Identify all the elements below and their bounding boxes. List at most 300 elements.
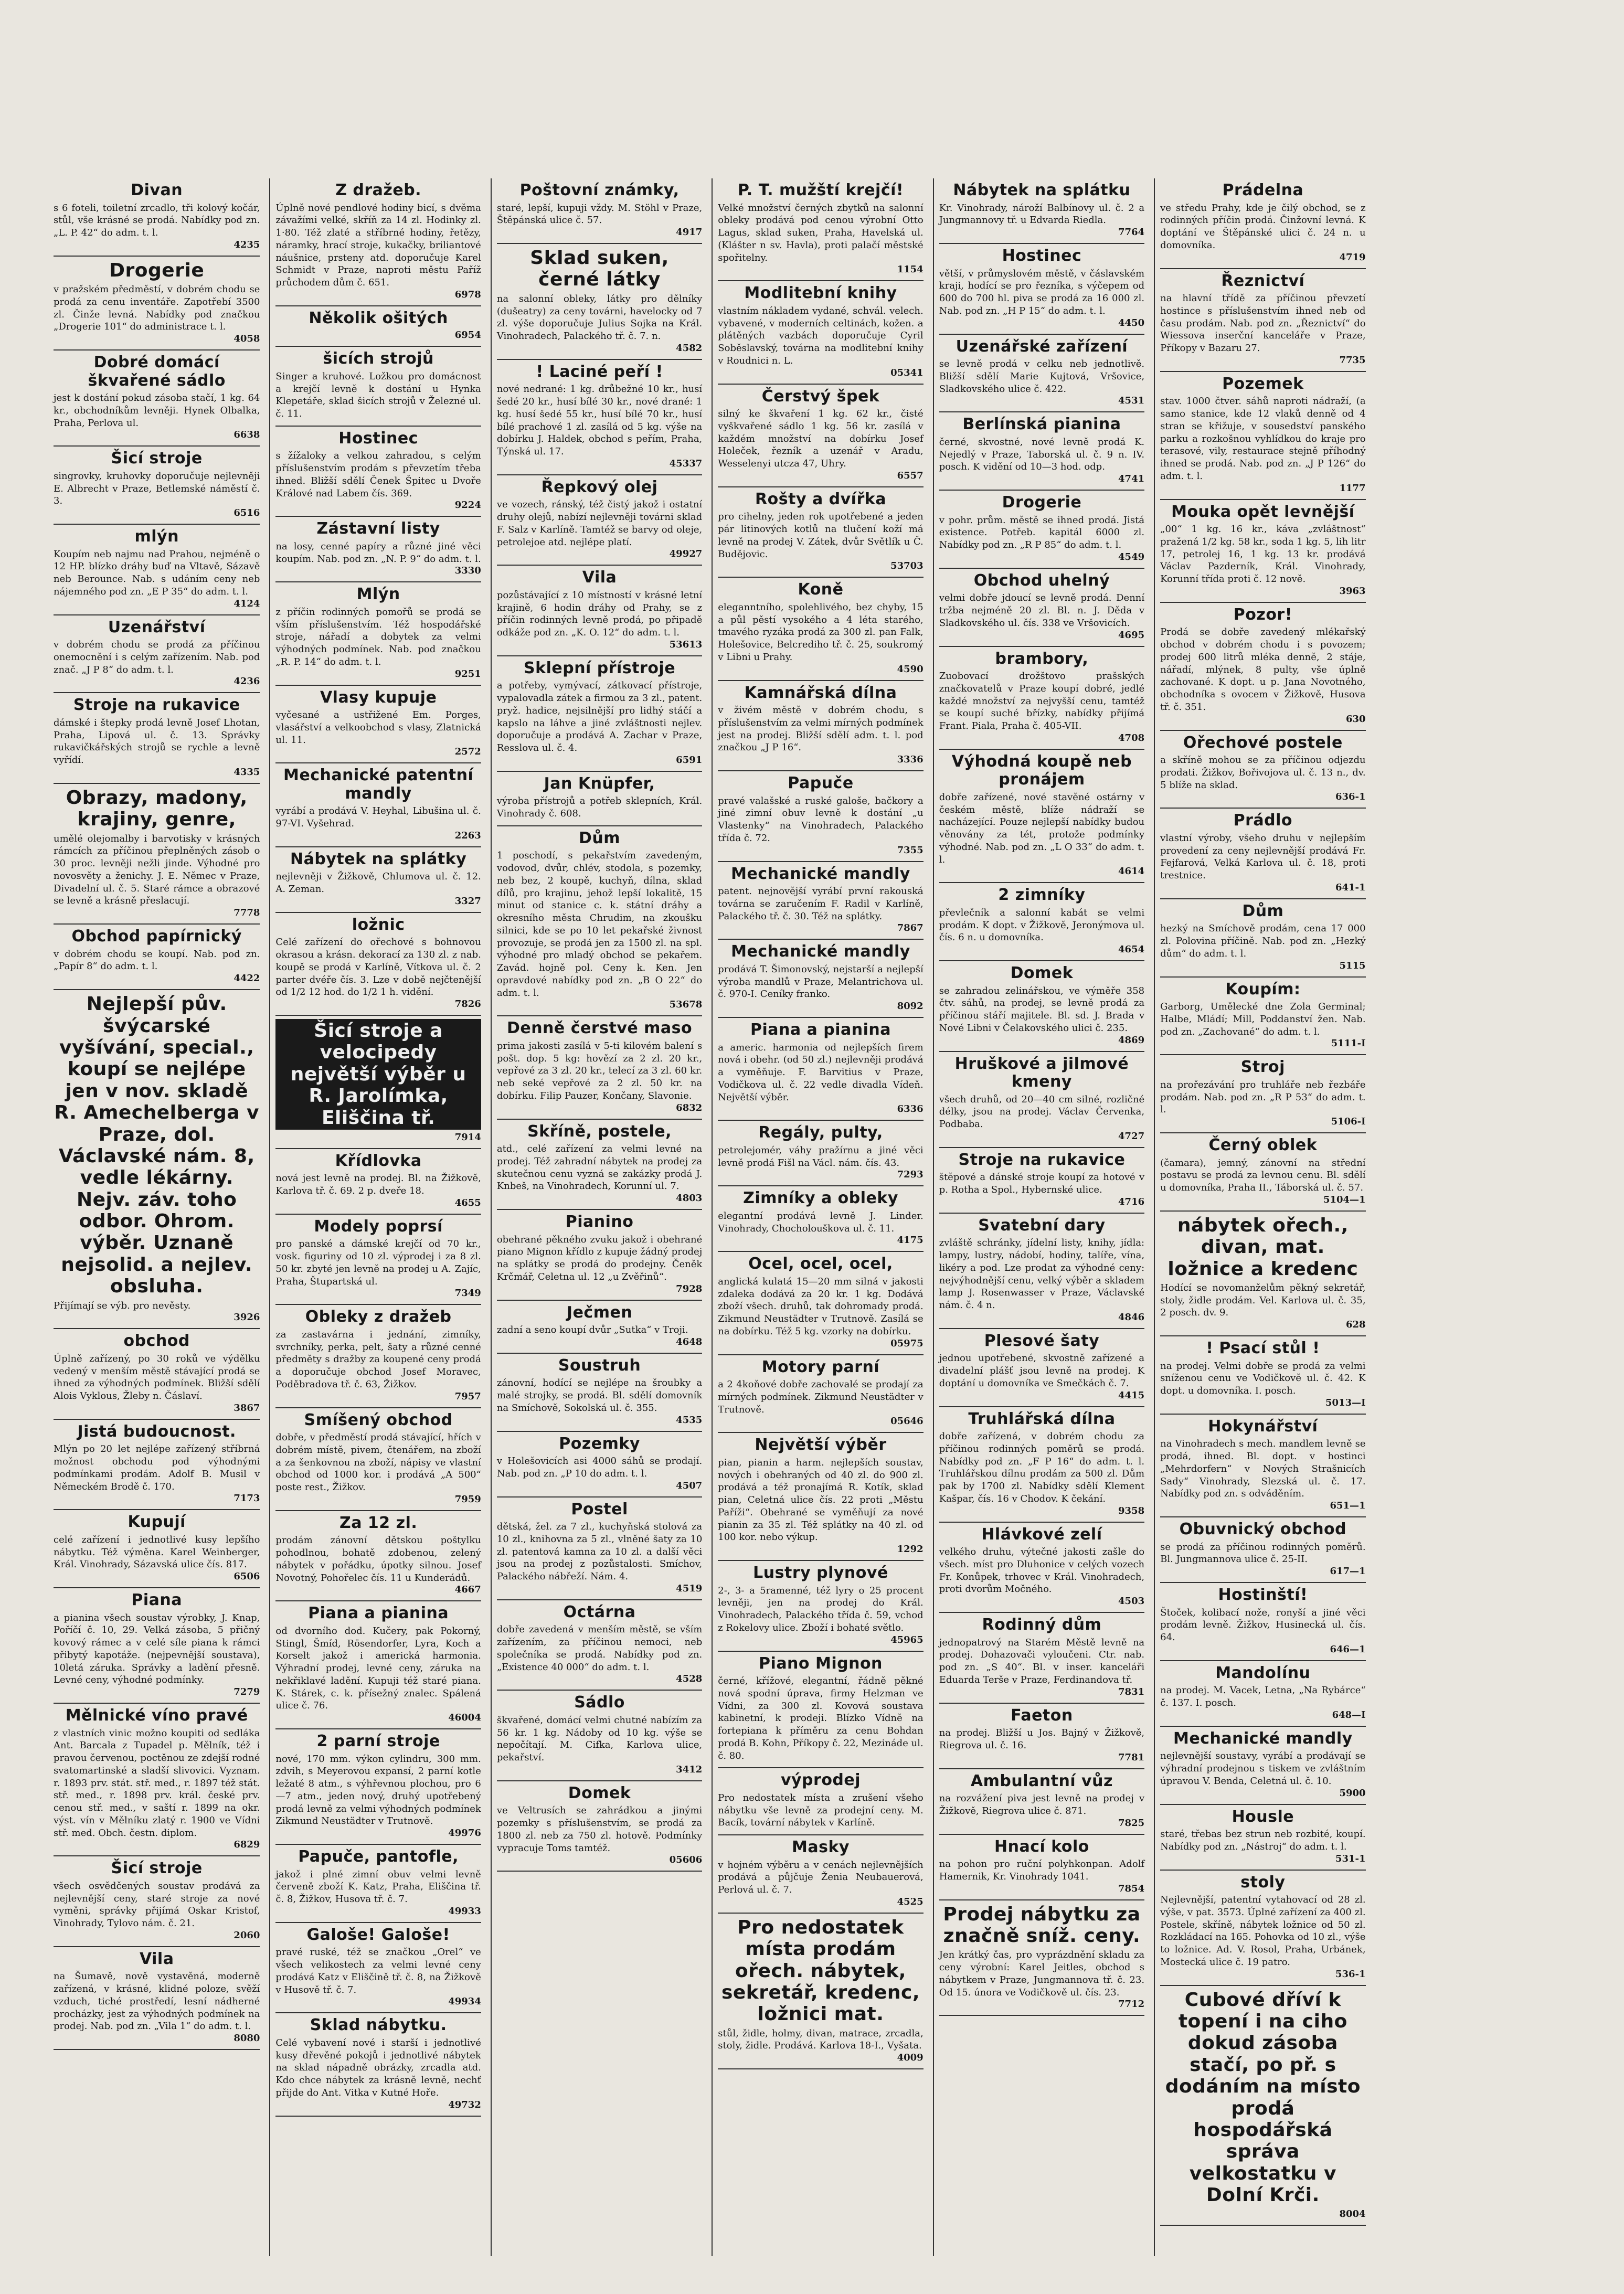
- classified-ad: [275, 1016, 481, 1149]
- classified-ad: [54, 1947, 260, 2050]
- ad-code: 4525: [897, 1896, 924, 1907]
- ad-title: 2 zimníky: [998, 886, 1086, 905]
- ad-title: Galoše! Galoše!: [306, 1925, 450, 1944]
- ad-code: 6506: [233, 1571, 260, 1583]
- ad-title: Papuče: [788, 774, 854, 792]
- classified-ad: [939, 647, 1144, 750]
- ad-code: 7735: [1339, 354, 1366, 366]
- ad-body: Velké množství černých zbytků na salonní obleky prodává pod cenou výrobní Otto Lagus, sklad suken, Praha, Havelská ul. (Klášter n sv. Havla), proti palačí městské spořitelny.: [718, 202, 924, 263]
- ad-body: anglická kulatá 15—20 mm silná v jakosti zdaleka dodává za 20 kr. 1 kg. Dodává zboží všech. druhů, tak dohromady prodá. Zikmund Neustädter v Trutnově. Zasílá se na dobírku. Též 5 kg. vzorky na dobírku.: [718, 1276, 924, 1337]
- ad-code: 6978: [454, 289, 481, 300]
- classified-ad: [275, 1305, 481, 1408]
- ad-code: 53613: [669, 639, 703, 650]
- ad-title: Prodej nábytku za značně sníž. ceny.: [943, 1903, 1141, 1947]
- ad-body: za zastavárna i jednání, zimníky, svrchníky, perka, pelt, šaty a různé cenné předměty s dražby za koupené ceny prodá a doporučuje obchod Josef Moravec, Poděbradova tř. č. 63, Žižkov.: [275, 1329, 481, 1390]
- ad-body: pian, pianin a harm. nejlepších soustav, nových i obehraných od 40 zl. do 900 zl. prodává a též pronajímá R. Kotík, sklad pian, Celetná ulice čís. 22 proti „Městu Paříži“. Obehrané se vyměňují za nové pianin za 35 zl. Též splátky na 40 zl. od 100 kor. nebo výkup.: [718, 1457, 924, 1543]
- ad-body: nová jest levně na prodej. Bl. na Žižkově, Karlova tř. č. 69. 2 p. dveře 18.: [275, 1173, 481, 1197]
- ad-code: 53678: [669, 999, 703, 1011]
- ad-body: obehrané pěkného zvuku jakož i obehrané piano Mignon křídlo z kupuje žádný prodej na splátky se prodá do prodejny. Čeněk Krčmář, Celetna ul. 12 „u Zvěřinů“.: [496, 1234, 703, 1282]
- ad-code: 6954: [454, 330, 481, 341]
- ad-title: Koně: [798, 580, 844, 599]
- classified-ad: [1160, 731, 1365, 809]
- ad-code: 05646: [890, 1416, 924, 1427]
- ad-title: Největší výběr: [755, 1436, 887, 1454]
- ad-body: vyrábí a prodává V. Heyhal, Libušina ul. č. 97-VI. Vyšehrad.: [275, 805, 481, 829]
- ad-body: na prodej. M. Vacek, Letna, „Na Rybárce“ č. 137. I. posch.: [1160, 1685, 1366, 1709]
- classified-ad: [718, 1121, 923, 1186]
- ad-title: Mechanické mandly: [1173, 1729, 1353, 1748]
- classified-ad: [1160, 809, 1365, 899]
- ad-code: 6336: [897, 1103, 924, 1115]
- ad-code: 648—I: [1332, 1709, 1366, 1720]
- ad-body: s žížaloky a velkou zahradou, s celým příslušenstvím prodám s převzetím třeba ihned. Bližší sdělí Čenek Špitec u Dvoře Králové nad Labem čís. 369.: [275, 450, 481, 499]
- ad-title: Jistá budoucnost.: [77, 1422, 236, 1441]
- ad-body: pro cihelny, jeden rok upotřebené a jeden pár litinových kotlů na tlučení koží má levně na prodej V. Zátek, dvůr Světlík u Č. Budějovic.: [718, 511, 924, 560]
- classified-ad: [54, 447, 260, 525]
- ad-body: pro panské a dámské krejčí od 70 kr., vosk. figuriny od 10 zl. výprodej i za 8 zl. 50 kr. zbyté jen levně na prodej u A. Zajíc, Praha, Štupartská ul.: [275, 1238, 481, 1287]
- classified-ad: [54, 990, 260, 1329]
- ad-body: všech druhů, od 20—40 cm silné, rozličné délky, jsou na prodej. Václav Červenka, Podbaba.: [939, 1093, 1145, 1130]
- ad-title: Výhodná koupě neb pronájem: [951, 752, 1132, 789]
- ad-code: 4235: [233, 239, 260, 250]
- classified-ad: [275, 1149, 481, 1215]
- ad-title: Uzenářství: [108, 618, 206, 636]
- classified-ad: [939, 244, 1144, 335]
- ad-body: vlastním nákladem vydané, schvál. velech. vybavené, v moderních celtinách, kožen. a plátěných vazbách doporučuje Cyril Soběslavský, továrna na modlitební knihy v Roudnici n. L.: [718, 305, 924, 366]
- ad-body: v pražském předměstí, v dobrém chodu se prodá za cenu inventáře. Zapotřebí 3500 zl. Činže levná. Nabídky pod značkou „Drogerie 101“ do administrace t. l.: [54, 284, 260, 333]
- ad-body: Celé zařízení do ořechové s bohnovou okrasou a krásn. dekorací za 130 zl. z nab. koupě se prodá v Karlíně, Vítkova ul. č. 2 parter dvéře čís. 3. Lze v době nejčtenější od 1/2 12 hod. do 1/2 1 h. vidění.: [275, 937, 481, 998]
- ad-body: jednopatrový na Starém Městě levně na prodej. Dohazovači vyloučeni. Ctr. nab. pod zn. „S 40“. Bl. v inser. kanceláři Eduarda Terše v Praze, Ferdinandova tř.: [939, 1637, 1145, 1685]
- ad-title: Mechanické patentní mandly: [283, 766, 474, 803]
- ad-title: brambory,: [995, 649, 1089, 668]
- ad-code: 7349: [454, 1288, 481, 1299]
- ad-title: Dům: [579, 829, 621, 847]
- ad-code: 4450: [1118, 317, 1145, 328]
- ad-code: 641-1: [1335, 882, 1366, 893]
- classified-ad: [275, 1215, 481, 1305]
- ad-code: 4507: [676, 1480, 703, 1491]
- ad-code: 4803: [676, 1193, 703, 1204]
- ad-body: zánovní, hodící se nejlépe na šroubky a malé strojky, se prodá. Bl. sdělí domovník na Smíchově, Sokolská ul. č. 355.: [496, 1377, 703, 1414]
- ad-code: 4648: [676, 1336, 703, 1347]
- ad-code: 4716: [1118, 1196, 1145, 1207]
- classified-ad: [718, 1652, 923, 1769]
- column-2: [269, 178, 485, 2256]
- ad-code: 8080: [233, 2033, 260, 2044]
- ad-body: ve Veltrusích se zahrádkou a jinými pozemky s příslušenstvím, se prodá za 1800 zl. neb za 750 zl. hotově. Podmínky vypracuje Toms tamtéž.: [496, 1805, 703, 1854]
- classified-ad: [54, 351, 260, 447]
- ad-title: Hokynářství: [1208, 1417, 1318, 1436]
- ad-body: v dobrém chodu se koupí. Nab. pod zn. „Papír 8“ do adm. t. l.: [54, 948, 260, 972]
- ad-title: Pro nedostatek místa prodám ořech. nábytek, sekretář, kredenc, ložnici mat.: [721, 1916, 920, 2025]
- ad-title: šicích strojů: [323, 349, 434, 368]
- classified-ad: [939, 1613, 1144, 1704]
- classified-ad: [497, 1210, 702, 1301]
- classified-ad: [1160, 603, 1365, 731]
- ad-body: na prodej. Bližší u Jos. Bajný v Žižkově, Riegrova ul. č. 16.: [939, 1727, 1145, 1751]
- ad-title: Mandolínu: [1215, 1663, 1311, 1682]
- ad-body: z příčin rodinných pomořů se prodá se vším příslušenstvím. Též hospodářské stroje, nářadí a dobytek za velmi výhodných podmínek. Nab. pod značkou „R. P. 14“ do adm. t. l.: [275, 606, 481, 667]
- ad-title: Smíšený obchod: [304, 1410, 453, 1429]
- ad-code: 6832: [676, 1102, 703, 1113]
- ad-body: Přijímají se výb. pro nevěsty.: [54, 1300, 191, 1311]
- classified-ad: [718, 281, 923, 384]
- ad-title: Nábytek na splátku: [953, 181, 1131, 199]
- ad-body: Hodící se novomanželům pěkný sekretář, stoly, židle prodám. Vel. Karlova ul. č. 35, 2 posch. dv. 9.: [1160, 1282, 1366, 1319]
- ad-title: Pozemek: [1222, 374, 1304, 393]
- ad-body: černé, skvostné, nové levně prodá K. Nejedlý v Praze, Taborská ul. č. 9 n. IV. posch. K vidění od 10—3 hod. odp.: [939, 436, 1145, 473]
- classified-ad: [54, 925, 260, 990]
- ad-body: silný ke škvaření 1 kg. 62 kr., čisté vyškvařené sádlo 1 kg. 56 kr. zasílá v každém množství na dobírku Josef Holeček, řezník a uzenář v Aradu, Wesselenyi utcza 47, Uhry.: [718, 408, 924, 469]
- ad-code: 4531: [1118, 395, 1145, 407]
- classified-ad: [939, 961, 1144, 1052]
- ad-body: v dobrém chodu se prodá za příčinou onemocnění i s celým zařízením. Nab. pod znač. „J P 8“ do adm. t. l.: [54, 639, 260, 675]
- ad-title: ! Laciné peří !: [536, 362, 663, 381]
- classified-ad: [54, 615, 260, 694]
- ad-body: Prodá se dobře zavedený mlékařský obchod v dobrém chodu i s povozem; prodej 600 litrů mléka denně, 2 stáje, nářadí, mlýnek, 8 pulty, vše úplně zachované. K dopt. u p. Jana Novotného, obchodníka s ovocem v Žižkově, Husova tř. č. 351.: [1160, 626, 1366, 713]
- ad-title: Z dražeb.: [335, 181, 422, 199]
- ad-code: 4708: [1118, 732, 1145, 744]
- ad-body: nové, 170 mm. výkon cylindru, 300 mm. zdvih, s Meyerovou expansí, 2 parní kotle ležaté 8 atm., s výhřevnou plochou, pro 6—7 atm., jeden nový, druhý upotřebený prodá levně za velmi výhodných podmínek Zikmund Neustädter v Trutnově.: [275, 1753, 481, 1827]
- ad-body: a skříně mohou se za příčinou odjezdu prodati. Žižkov, Bořivojova ul. č. 13 n., dv. 5 blíže na sklad.: [1160, 755, 1366, 791]
- ad-code: 7355: [897, 844, 924, 856]
- ad-body: se levně prodá v celku neb jednotlivě. Bližší sdělí Marie Kujtová, Vršovice, Sladkovského ulice č. 422.: [939, 358, 1145, 395]
- ad-body: celé zařízení i jednotlivé kusy lepšího nábytku. Též výměna. Karel Weinberger, Král. Vinohrady, Sázavská ulice čís. 817.: [54, 1534, 260, 1570]
- ad-body: singrovky, kruhovky doporučuje nejlevněji E. Albrecht v Praze, Betlemské náměstí č. 3.: [54, 470, 260, 507]
- ad-body: pravé ruské, též se značkou „Orel“ ve všech velikostech za velmi levné ceny prodává Katz v Eliščině tř. č. 8, na Žižkově v Husově tř. č. 7.: [275, 1947, 481, 1995]
- classified-ad: [939, 1407, 1144, 1523]
- classified-ad: [1160, 1133, 1365, 1212]
- ad-code: 6591: [676, 754, 703, 766]
- ad-body: na Vinohradech s mech. mandlem levně se prodá, ihned. Bl. dopt. v hostinci „Mehrdorfern“ v Nových Strašnicích Sady“ Vinohrady, Slezská ul. č. 17. Nabídky pod zn. s odváděním.: [1160, 1438, 1366, 1500]
- ad-title: Piana a pianina: [308, 1604, 449, 1623]
- ad-title: Poštovní známky,: [519, 181, 680, 199]
- ad-title: Regály, pulty,: [758, 1123, 883, 1142]
- classified-ad: [718, 940, 923, 1018]
- ad-code: 4667: [454, 1584, 481, 1596]
- ad-body: pozůstávající z 10 místností v krásné letní krajině, 6 hodin dráhy od Prahy, se z příčin rodinných levně prodá, po připadě odkáže pod zn. „K. O. 12“ do adm. t. l.: [496, 589, 703, 639]
- ad-body: Garborg, Umělecké dne Zola Germinal; Halbe, Mládí; Mill, Poddanství žen. Nab. pod zn. „Zachované“ do adm. t. l.: [1160, 1001, 1366, 1037]
- ad-title: Mělnické víno pravé: [65, 1706, 248, 1725]
- classified-ad: [718, 178, 923, 281]
- ad-title: Piano Mignon: [759, 1654, 883, 1673]
- classified-ad: [1160, 1986, 1365, 2226]
- ad-title: Obrazy, madony, krajiny, genre,: [66, 787, 248, 831]
- ad-code: 45965: [890, 1634, 924, 1645]
- classified-ad: [275, 1601, 481, 1729]
- ad-title: Denně čerstvé maso: [506, 1019, 693, 1038]
- ad-body: 2-, 3- a 5ramenné, též lyry o 25 procent levněji, jen na prodej do Král. Vinohradech, Palackého třída č. 59, vchod z Rokelovy ulice. Zboží i bohaté světlo.: [718, 1585, 924, 1633]
- classified-ad: [718, 1561, 923, 1652]
- ad-body: prima jakosti zasílá v 5-ti kilovém balení s pošt. dop. 5 kg: hovězí za 2 zl. 20 kr., vepřové za 3 zl. 20 kr., telecí za 3 zl. 60 kr. neb seké vepřové za 2 zl. 50 kr. na dobírku. Filip Pauzer, Končany, Slavonie.: [496, 1040, 703, 1101]
- ad-title: Mlýn: [356, 585, 400, 604]
- classified-ad: [497, 1301, 702, 1354]
- classified-ad: [497, 826, 702, 1017]
- classified-ad: [497, 656, 702, 772]
- ad-code: 4614: [1118, 866, 1145, 877]
- classified-ad: [1160, 978, 1365, 1056]
- ad-title: obchod: [123, 1332, 190, 1351]
- ad-body: Mlýn po 20 let nejlépe zařízený stříbrná možnost obchodu pod výhodnými podmínkami prodám. Adolf B. Musil v Německém Brodě č. 170.: [54, 1443, 260, 1492]
- ad-title: Housle: [1232, 1807, 1294, 1826]
- ad-title: Řeznictví: [1221, 271, 1305, 290]
- ad-code: 9358: [1118, 1505, 1145, 1516]
- classified-ad: [718, 1186, 923, 1252]
- ad-body: s 6 foteli, toiletní zrcadlo, tři kolový kočár, stůl, vše krásné se prodá. Nabídky pod zn. „L. P. 42“ do adm. t. l.: [54, 202, 260, 238]
- ad-code: 7173: [233, 1493, 260, 1504]
- ad-title: Berlínská pianina: [962, 415, 1121, 434]
- ad-title: Sklad nábytku.: [310, 2016, 447, 2035]
- ad-code: 4654: [1118, 944, 1145, 955]
- ad-code: 05341: [890, 367, 924, 378]
- ad-code: 4549: [1118, 551, 1145, 562]
- ad-body: petrolejomér, váhy pražírnu a jiné věci levně prodá Fišl na Václ. nám. čís. 43.: [718, 1144, 924, 1169]
- classified-ad: [54, 525, 260, 615]
- classified-ad: [54, 1704, 260, 1856]
- ad-code: 5115: [1339, 960, 1366, 971]
- ad-title: Zástavní listy: [316, 519, 440, 538]
- ad-body: umělé olejomalby i barvotisky v krásných rámcích za příčinou přeplněných zásob o 30 proc. levněji nežli jinde. Výhodné pro novosvěty a ženichy. J. E. Němec v Praze, Divadelní ul. č. 5. Staré rámce a obrazové se levně a krásně přeslacují.: [54, 833, 260, 907]
- ad-code: 8004: [1339, 2208, 1366, 2219]
- ad-title: Černý oblek: [1208, 1136, 1318, 1154]
- ad-code: 53703: [890, 560, 924, 572]
- ad-code: 7279: [233, 1686, 260, 1698]
- classified-ad: [275, 2013, 481, 2116]
- classified-ad: [1160, 269, 1365, 372]
- ad-code: 7957: [454, 1390, 481, 1402]
- ad-body: nové nedrané: 1 kg. drůbežné 10 kr., husí šedé 20 kr., husí bílé 30 kr., nové drané: 1 kg. husí šedé 55 kr., husí bílé 70 kr., husí bílé prachové 1 zl. zasílá od 5 kg. výše na dobírku J. Haldek, obchod s peřím, Praha, Týnská ul. 17.: [496, 384, 703, 458]
- ad-code: 636-1: [1335, 791, 1366, 803]
- classified-ad: [1160, 178, 1365, 269]
- ad-code: 49933: [448, 1905, 481, 1917]
- classified-ad: [275, 582, 481, 685]
- ad-code: 4869: [1118, 1034, 1145, 1046]
- ad-body: dámské i štepky prodá levně Josef Lhotan, Praha, Lipová ul. č. 13. Správky rukavičkářských strojů se rychle a levně vyřídí.: [54, 717, 260, 766]
- ad-title: Postel: [571, 1500, 628, 1518]
- classified-ad: [497, 1600, 702, 1691]
- ad-code: 6557: [897, 470, 924, 481]
- ad-title: Domek: [1010, 964, 1074, 982]
- classified-ad: [1160, 372, 1365, 500]
- ad-title: Ocel, ocel, ocel,: [748, 1255, 893, 1273]
- ad-body: na prořezávání pro truhláře neb řezbáře prodám. Nab. pod zn. „R P 53“ do adm. t. l.: [1160, 1079, 1366, 1116]
- ad-body: černé, křížové, elegantní, řádně pěkné nová spodní úprava, firmy Helzman ve Vídni, za 300 zl. Kovová soustava kabinetní, k prodeji. Blízko Vídně na fortepiana k příměru za cenu Bohdan prodá B. Kohn, Příkopy č. 22, Mezináde ul. č. 80.: [718, 1675, 924, 1761]
- ad-code: 1177: [1339, 482, 1366, 494]
- ad-title: Zimníky a obleky: [743, 1189, 898, 1208]
- ad-body: a 2 4koňové dobře zachovalé se prodají za mírných podmínek. Zikmund Neustädter v Trutnově.: [718, 1379, 924, 1415]
- classified-ad: [718, 1835, 923, 1914]
- ad-code: 49927: [669, 548, 703, 560]
- ad-title: Mouka opět levnější: [1171, 502, 1355, 521]
- ad-title: Kamnářská dílna: [744, 683, 897, 702]
- ad-code: 6516: [233, 507, 260, 519]
- ad-title: Hostinec: [338, 429, 418, 448]
- ad-body: se prodá za příčinou rodinných poměrů. Bl. Jungmannova ulice č. 25-II.: [1160, 1541, 1366, 1565]
- classified-ad: [718, 1252, 923, 1355]
- ad-code: 05975: [890, 1337, 924, 1349]
- classified-ad: [497, 1120, 702, 1210]
- ad-title: Octárna: [563, 1602, 636, 1621]
- ad-code: 7712: [1118, 1999, 1145, 2010]
- classified-ad: [497, 1781, 702, 1872]
- classified-ad: [54, 178, 260, 257]
- ad-code: 3336: [897, 754, 924, 765]
- classified-ad: [718, 862, 923, 940]
- ad-body: Celé vybavení nové i starší i jednotlivé kusy dřevěné pokojů i jednotlivé nábytek na sklad nápadně obrázky, zrcadla atd. Kdo chce nábytek za krásně levně, nechť přijde do Ant. Vitka v Kutné Hoře.: [275, 2037, 481, 2098]
- ad-body: Úplně zařízený, po 30 roků ve výdělku vedený v menším městě stávající prodá se ihned za výhodných podmínek. Bližší sdělí Alois Vyklous, Žleby n. Čáslaví.: [54, 1353, 260, 1402]
- ad-title: Ambulantní vůz: [970, 1771, 1113, 1790]
- classified-ad: [275, 347, 481, 427]
- classified-ad: [718, 681, 923, 772]
- ad-title: Vlasy kupuje: [320, 688, 437, 707]
- ad-body: jednou upotřebené, skvostně zařízené a divadelní plášť jsou levně na prodej. K doptání u domovníka ve Smečkách č. 7.: [939, 1353, 1145, 1389]
- ad-code: 49976: [448, 1828, 481, 1839]
- classified-ad: [1160, 1583, 1365, 1661]
- ad-code: 4582: [676, 342, 703, 354]
- classified-ad: [718, 487, 923, 578]
- ad-body: ve vozech, ránský, též čistý jakož i ostatní druhy olejů, nabízí nejlevněji továrni sklad F. Salz v Karlíně. Tamtéž se barvy od oleje, petrolejoe atd. nejlépe platí.: [496, 499, 703, 548]
- classified-ad: [718, 1914, 923, 2069]
- ad-code: 1154: [897, 264, 924, 275]
- ad-code: 628: [1345, 1319, 1366, 1331]
- ad-title: nábytek ořech., divan, mat. ložnice a kredenc: [1167, 1214, 1358, 1280]
- ad-code: 7959: [454, 1493, 481, 1505]
- classified-ad: [497, 178, 702, 244]
- classified-ad: [939, 335, 1144, 413]
- ad-body: dobře zavedená v menším městě, se vším zařízením, za příčinou nemoci, neb společníka se prodá. Nabídky pod zn. „Existence 40 000“ do adm. t. l.: [496, 1624, 703, 1673]
- ad-title: Nejlepší pův. švýcarské vyšívání, special., koupí se nejlépe jen v nov. skladě R. Amechelberga v Praze, dol. Václavské nám. 8, vedle lékárny. Nejv. záv. toho odbor. Ohrom. výběr. Uznaně nejsolid. a nejlev. obsluha.: [54, 993, 260, 1298]
- ad-title: Papuče, pantofle,: [298, 1847, 459, 1866]
- classified-ad: [939, 1900, 1144, 2016]
- ad-body: štěpové a dánské stroje koupí za hotové v p. Rotha a Spol., Hybernské ulice.: [939, 1172, 1145, 1195]
- ad-body: Úplně nové pendlové hodiny bicí, s dvěma závažími velké, skříň za 14 zl. Hodinky zl. 1·80. Též zlaté a stříbrné hodiny, řetězy, náramky, hrací stroje, kukačky, briliantové náušnice, prsteny atd. doporučuje Karel Schmidt v Praze, naproti městu Paříž průchodem dům č. 651.: [275, 202, 481, 288]
- ad-title: Hostinští!: [1218, 1586, 1308, 1605]
- column-4: [712, 178, 927, 2256]
- ad-title: Pianino: [565, 1213, 634, 1231]
- classified-ad: [939, 1148, 1144, 1214]
- classified-ad: [939, 750, 1144, 884]
- ad-title: Šicí stroje: [111, 1859, 203, 1878]
- ad-body: jakož i plné zimní obuv velmi levně červeně zboží K. Katz, Praha, Eliščina tř. č. 8, Žižkov, Husova tř. č. 7.: [275, 1868, 481, 1905]
- ad-title: Vila: [582, 568, 617, 587]
- ad-body: hezký na Smíchově prodám, cena 17 000 zl. Polovina příčině. Nab. pod zn. „Hezký dům“ do adm. t. l.: [1160, 923, 1366, 959]
- ad-code: 4503: [1118, 1596, 1145, 1607]
- ad-body: pravé valašské a ruské galoše, bačkory a jiné zimní obuv levně k dostání „u Vlastenky“ na Vinohradech, Palackého třída č. 72.: [718, 795, 924, 844]
- classified-ad: [939, 1704, 1144, 1769]
- ad-code: 4335: [233, 766, 260, 778]
- ad-body: prodává T. Šimonovský, nejstarší a nejlepší výroba mandlů v Praze, Melantrichova ul. č. 970-I. Ceníky franko.: [718, 963, 924, 1000]
- classified-ad: [275, 1923, 481, 2014]
- ad-body: (čamara), jemný, zánovní na střední postavu se prodá za levnou cenu. Bl. sdělí u domovníka, Praha II., Táborská ul. č. 57.: [1160, 1157, 1366, 1193]
- ad-body: na Šumavě, nově vystavěná, moderně zařízená, v krásné, klidné poloze, svěží vzduch, tiché prostředí, lesní nádherné procházky, jest za výhodných podmínek na prodej. Nab. pod zn. „Vila 1“ do adm. t. l.: [54, 1971, 260, 2032]
- classified-ad: [54, 257, 260, 351]
- ad-title: Koupím:: [1225, 980, 1301, 999]
- ad-code: 3327: [454, 895, 481, 907]
- ad-body: prodám zánovní dětskou poštylku pohodlnou, bohatě zdobenou, zelený nábytek v pořádku, úpotky silnou. Josef Novotný, Pohořelec čís. 11 u Kunderádů.: [275, 1535, 481, 1584]
- ad-code: 4535: [676, 1414, 703, 1426]
- classified-ad: [718, 771, 923, 862]
- classified-ad: [497, 1016, 702, 1119]
- ad-code: 7293: [897, 1169, 924, 1181]
- ad-code: 630: [1345, 713, 1366, 725]
- ad-body: na hlavní třídě za příčinou převzetí hostince s příslušenstvím ihned neb od času prodám. Nab. pod zn. „Řeznictví“ do Wiessova inserční kanceláře v Praze, Příkopy v Bazaru 27.: [1160, 293, 1366, 354]
- ad-body: stav. 1000 čtver. sáhů naproti nádraží, (a samo stanice, kde 12 vlaků denně od 4 stran se křižuje, v sousedství panského parku a rozkošnou vyhlídkou do kraje pro terasové, vily, restaurace stejně příhodný ihned se prodá. Nab. pod zn. „J P 126“ do adm. t. l.: [1160, 396, 1366, 482]
- ad-body: ve středu Prahy, kde je čilý obchod, se z rodinných příčin prodá. Činžovní levná. K doptání ve Štěpánské ulici č. 24 n. u domovníka.: [1160, 202, 1366, 251]
- ad-title: Divan: [131, 181, 183, 199]
- classified-ad: [54, 1510, 260, 1588]
- ad-code: 4695: [1118, 629, 1145, 641]
- ad-title: mlýn: [134, 527, 179, 546]
- classified-page: [48, 178, 1591, 2256]
- classified-ad: [718, 1768, 923, 1835]
- ad-body: a americ. harmonia od nejlepších firem nová i obehr. (od 50 zl.) nejlevněji prodává a vyměňuje. F. Barvitius v Praze, Vodičkova ul. č. 22 vedle divadla Vídeň. Největší výběr.: [718, 1042, 924, 1103]
- ad-title: Za 12 zl.: [339, 1513, 418, 1532]
- ad-title: Sklepní přístroje: [524, 659, 676, 677]
- ad-title: Vila: [139, 1949, 174, 1968]
- ad-title: Piana: [131, 1591, 183, 1610]
- ad-title: Jan Knüpfer,: [544, 774, 655, 793]
- classified-ad: [275, 1511, 481, 1602]
- ad-body: dobře zařízené, nové stavěné ostárny v českém městě, blíže nádraží se nacházející. Pouze nejlepší nabídky budou věnovány za tét, protože podmínky výhodné. Nab. pod zn. „L O 33“ do adm. t. l.: [939, 791, 1145, 865]
- ad-title: Ječmen: [566, 1303, 633, 1322]
- ad-code: 3867: [233, 1402, 260, 1414]
- ad-title: ložnic: [352, 915, 405, 934]
- ad-title: Piana a pianina: [750, 1021, 891, 1039]
- ad-code: 6829: [233, 1839, 260, 1851]
- ad-title: Svatební dary: [978, 1216, 1106, 1235]
- classified-ad: [497, 1354, 702, 1432]
- ad-title: Křídlovka: [335, 1151, 422, 1170]
- ad-title: Modlitební knihy: [744, 284, 897, 303]
- ad-code: 8092: [897, 1001, 924, 1012]
- ad-title: Obuvnický obchod: [1179, 1520, 1347, 1539]
- ad-code: 5111-I: [1331, 1038, 1366, 1049]
- ad-code: 7854: [1118, 1883, 1145, 1894]
- ad-code: 49934: [448, 1996, 481, 2008]
- column-6: [1154, 178, 1370, 2256]
- classified-ad: [939, 1052, 1144, 1148]
- classified-ad: [939, 178, 1144, 244]
- classified-ad: [275, 178, 481, 306]
- classified-ad: [1160, 1212, 1365, 1336]
- ad-body: se zahradou zelinářskou, ve výměře 358 čtv. sáhů, na prodej, se levně prodá za příčinou stáří majitele. Bl. sd. J. Brada v Nové Libni v Čelakovského ulici č. 235.: [939, 985, 1145, 1034]
- ad-title: Dům: [1242, 901, 1284, 920]
- ad-title: Faeton: [1011, 1706, 1073, 1725]
- ad-code: 2060: [233, 1929, 260, 1941]
- ad-body: staré, třebas bez strun neb rozbité, koupí. Nabídky pod zn. „Nástroj“ do adm. t. l.: [1160, 1829, 1366, 1852]
- ad-body: větší, v průmyslovém městě, v čáslavském kraji, hodící se pro řezníka, s výčepem od 600 do 700 hl. piva se prodá za 16 000 zl. Nab. pod zn. „H P 15“ do adm. t. l.: [939, 268, 1145, 316]
- ad-body: patent. nejnovější vyrábí první rakouská továrna se zaručením F. Radil v Karlíně, Palackého tř. č. 30. Též na splátky.: [718, 886, 924, 922]
- classified-ad: [275, 427, 481, 517]
- ad-code: 4415: [1118, 1389, 1145, 1401]
- ad-title: Obchod papírnický: [71, 927, 242, 946]
- ad-body: na prodej. Velmi dobře se prodá za velmi sníženou cenu ve Vodičkově ul. č. 42. K dopt. u domovníka. I. posch.: [1160, 1360, 1366, 1397]
- ad-code: 49732: [448, 2099, 481, 2110]
- ad-title: Truhlářská dílna: [968, 1409, 1116, 1428]
- ad-code: 9224: [454, 500, 481, 511]
- classified-ad: [939, 1329, 1144, 1407]
- classified-ad: [1160, 1871, 1365, 1986]
- ad-body: převlečník a salonní kabát se velmi prodám. K dopt. v Žižkově, Jeronýmova ul. čís. 6 n. u domovníka.: [939, 907, 1145, 943]
- ad-body: Zuobovací drožštovo prašských značkovatelů v Praze koupí dobré, jedlé každé množství za nejvyšší cenu, tamtéž se koupí suché břízky, nabídky přijímá Frant. Piala, Praha č. 405-VII.: [939, 671, 1145, 731]
- ad-body: na rozvážení piva jest levně na prodej v Žižkově, Riegrova ulice č. 871.: [939, 1793, 1145, 1817]
- ad-code: 5013—I: [1325, 1397, 1366, 1408]
- classified-ad: [939, 569, 1144, 647]
- classified-ad: [54, 1329, 260, 1420]
- classified-ad: [718, 1018, 923, 1121]
- ad-code: 531-1: [1335, 1853, 1366, 1864]
- ad-title: Cubové dříví k topení i na ciho dokud zásoba stačí, po př. s dodáním na místo prodá hospodářská správa velkostatku v Dolní Krči.: [1165, 1989, 1361, 2206]
